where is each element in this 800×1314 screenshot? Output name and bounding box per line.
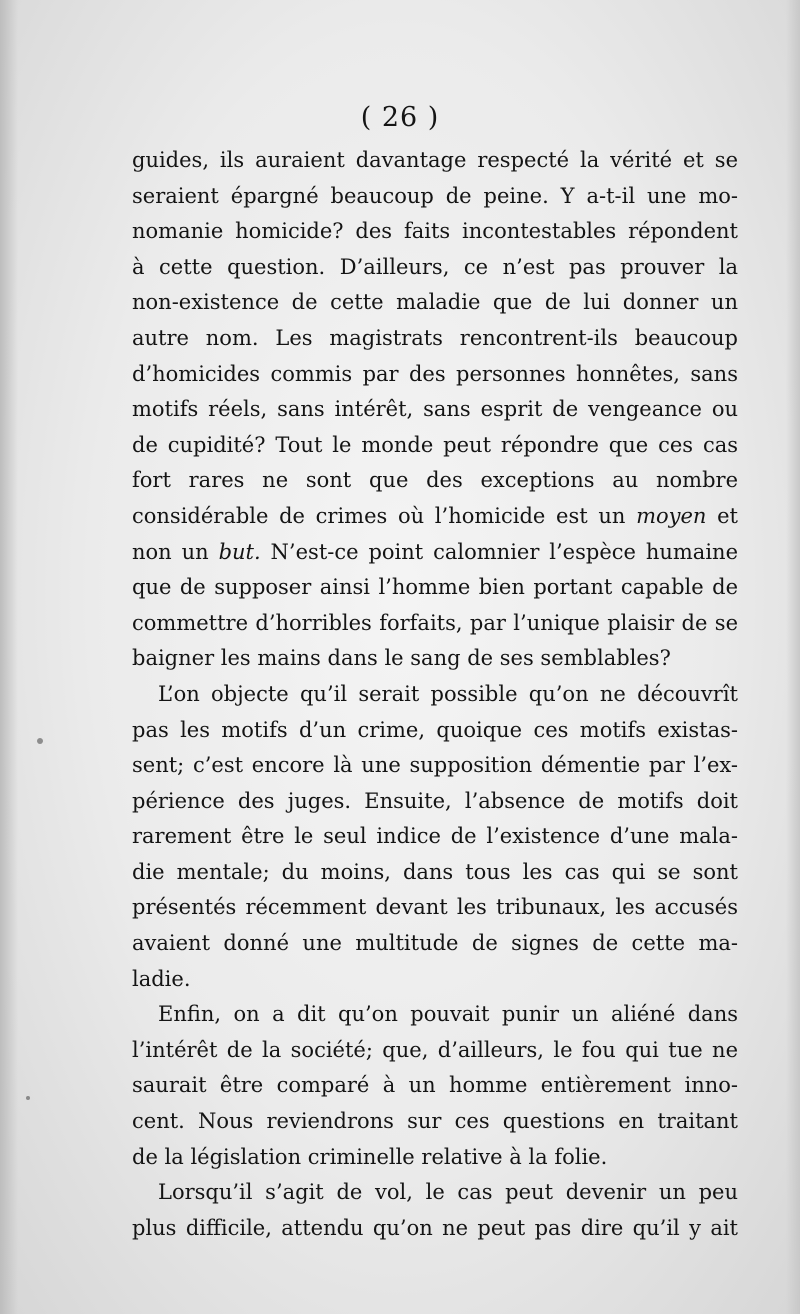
- text-line: plus difficile, attendu qu’on ne peut pas dire qu’il y ait: [132, 1215, 738, 1240]
- text-line: non-existence de cette maladie que de lui donner un: [132, 290, 738, 315]
- text-line: motifs réels, sans intérêt, sans esprit de vengeance ou: [132, 397, 738, 422]
- text-line: die mentale; du moins, dans tous les cas qui se sont: [132, 859, 738, 884]
- text-line: saurait être comparé à un homme entièrement inno-: [132, 1073, 738, 1098]
- ink-speck: [37, 738, 43, 744]
- text-line: Enfin, on a dit qu’on pouvait punir un aliéné dans: [158, 1002, 738, 1027]
- text-line: avaient donné une multitude de signes de cette ma-: [132, 931, 738, 956]
- text-line: L’on objecte qu’il serait possible qu’on ne découvrît: [158, 681, 738, 706]
- text-line: Lorsqu’il s’agit de vol, le cas peut devenir un peu: [158, 1180, 738, 1205]
- text-line: à cette question. D’ailleurs, ce n’est pas prouver la: [132, 254, 738, 279]
- text-line: nomanie homicide? des faits incontestables répondent: [132, 219, 738, 244]
- text-line: l’intérêt de la société; que, d’ailleurs, le fou qui tue ne: [132, 1037, 738, 1062]
- text-line: périence des juges. Ensuite, l’absence de motifs doit: [132, 788, 738, 813]
- page-edge-shadow-left: [0, 0, 18, 1314]
- text-line: autre nom. Les magistrats rencontrent-ils beaucoup: [132, 325, 738, 350]
- text-line: pas les motifs d’un crime, quoique ces motifs existas-: [132, 717, 738, 742]
- text-line: de cupidité? Tout le monde peut répondre que ces cas: [132, 432, 738, 457]
- text-line: de la législation criminelle relative à la folie.: [132, 1144, 608, 1169]
- text-line: présentés récemment devant les tribunaux, les accusés: [132, 895, 738, 920]
- text-line: cent. Nous reviendrons sur ces questions en traitant: [132, 1109, 738, 1134]
- text-line: rarement être le seul indice de l’existence d’une mala-: [132, 824, 738, 849]
- text-line: commettre d’horribles forfaits, par l’unique plaisir de se: [132, 610, 738, 635]
- text-line: considérable de crimes où l’homicide est un moyen et: [132, 503, 738, 528]
- text-line: que de supposer ainsi l’homme bien portant capable de: [132, 575, 738, 600]
- text-line: sent; c’est encore là une supposition démentie par l’ex-: [132, 753, 738, 778]
- text-line: ladie.: [132, 966, 191, 991]
- page-number: ( 26 ): [360, 102, 440, 133]
- body-text: [132, 143, 738, 1246]
- text-line: seraient épargné beaucoup de peine. Y a-t-il une mo-: [132, 183, 738, 208]
- text-line: fort rares ne sont que des exceptions au nombre: [132, 468, 738, 493]
- ink-speck: [26, 1096, 30, 1100]
- text-line: baigner les mains dans le sang de ses semblables?: [132, 646, 671, 671]
- page-edge-shadow-right: [786, 0, 800, 1314]
- text-line: d’homicides commis par des personnes honnêtes, sans: [132, 361, 738, 386]
- text-line: guides, ils auraient davantage respecté la vérité et se: [132, 148, 738, 172]
- text-line: non un but. N’est-ce point calomnier l’espèce humaine: [132, 539, 738, 564]
